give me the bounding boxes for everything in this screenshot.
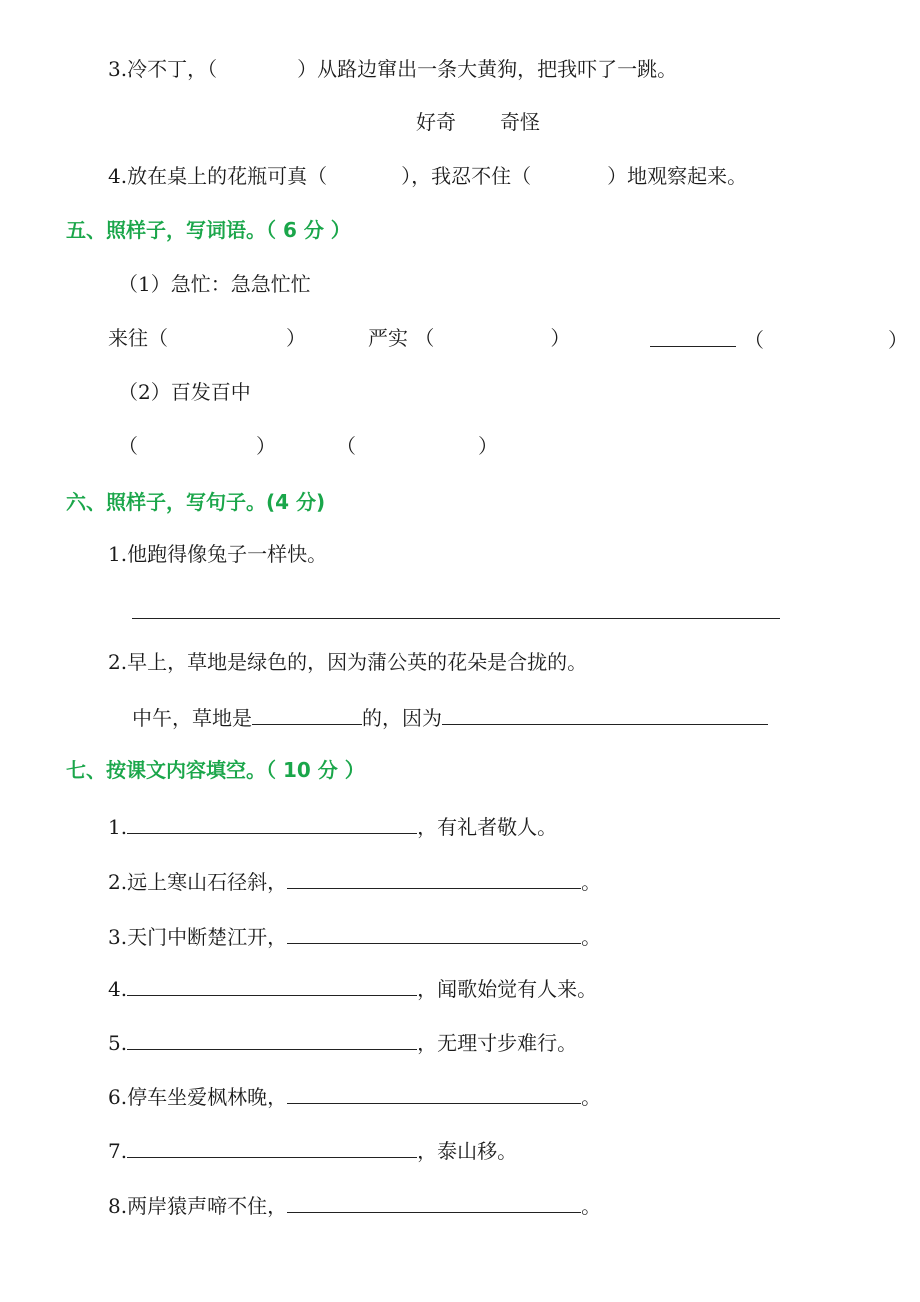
fill-in-line[interactable] — [287, 1190, 581, 1213]
question-text: ），我忍不住（ — [401, 164, 532, 188]
word-prompt: 严实 （ — [368, 326, 435, 350]
question-text: 冷不丁，（ — [127, 57, 218, 81]
question-text: ）从路边窜出一条大黄狗，把我吓了一跳。 — [297, 57, 678, 81]
paren: （ — [744, 328, 764, 352]
paren: ） — [478, 434, 498, 458]
recite-item-7 — [108, 1135, 517, 1165]
recite-item-3 — [108, 921, 601, 951]
sentence-2-prompt: 2.早上，草地是绿色的，因为蒲公英的花朵是合拢的。 — [108, 650, 588, 674]
question-4-4 — [108, 162, 747, 190]
poem-line: 两岸猿声啼不住， — [127, 1194, 288, 1218]
word-prompt: 来往（ — [108, 326, 168, 350]
sentence-2-answer — [132, 702, 768, 732]
poem-line: ，闻歌始觉有人来。 — [417, 977, 598, 1001]
recite-item-6 — [108, 1081, 601, 1111]
paren: ） — [888, 328, 908, 352]
answer-line[interactable] — [132, 618, 780, 619]
paren: （ — [336, 434, 356, 458]
paren: ） — [550, 326, 571, 350]
recite-item-8 — [108, 1190, 601, 1220]
example-1: （1）急忙：急急忙忙 — [118, 272, 311, 296]
paren: ） — [256, 434, 276, 458]
question-number: 3. — [108, 57, 128, 81]
question-number: 2. — [108, 870, 128, 894]
fill-in-line[interactable] — [127, 1027, 417, 1050]
fill-in-line[interactable] — [287, 921, 581, 944]
poem-line: ，有礼者敬人。 — [417, 815, 558, 839]
word-row-1-item-2 — [368, 324, 570, 352]
question-number: 1. — [108, 815, 128, 839]
question-number: 5. — [108, 1031, 128, 1055]
fill-in-line[interactable] — [127, 973, 417, 996]
word-row-2-item-2 — [336, 432, 498, 460]
recite-item-1 — [108, 811, 557, 841]
sentence-1-prompt: 1.他跑得像兔子一样快。 — [108, 542, 328, 566]
punctuation: 。 — [581, 870, 602, 894]
sentence-fragment: 中午，草地是 — [132, 706, 252, 730]
paren: ） — [286, 326, 306, 350]
word-bank-item: 好奇 — [416, 110, 456, 134]
question-number: 7. — [108, 1139, 128, 1163]
fill-in-line[interactable] — [287, 1081, 581, 1104]
word-bank — [416, 108, 540, 136]
section-6-heading: 六、照样子，写句子。(4 分) — [66, 490, 326, 514]
fill-in-line[interactable] — [650, 324, 736, 347]
paren: （ — [118, 434, 138, 458]
fill-in-line[interactable] — [442, 702, 768, 725]
poem-line: 远上寒山石径斜， — [127, 870, 288, 894]
section-5-heading: 五、照样子，写词语。（ 6 分 ） — [66, 218, 351, 242]
recite-item-2 — [108, 866, 601, 896]
section-7-heading: 七、按课文内容填空。（ 10 分 ） — [66, 758, 365, 782]
recite-item-5 — [108, 1027, 577, 1057]
word-row-1-item-1 — [108, 324, 306, 352]
question-number: 4. — [108, 977, 128, 1001]
word-row-2-item-1 — [118, 432, 276, 460]
question-4-3 — [108, 55, 677, 83]
punctuation: 。 — [581, 1085, 602, 1109]
question-number: 4. — [108, 164, 128, 188]
example-2: （2）百发百中 — [118, 380, 251, 404]
poem-line: ，泰山移。 — [417, 1139, 518, 1163]
question-number: 6. — [108, 1085, 128, 1109]
poem-line: 天门中断楚江开， — [127, 925, 288, 949]
question-number: 8. — [108, 1194, 128, 1218]
fill-in-line[interactable] — [127, 1135, 417, 1158]
question-text: 放在桌上的花瓶可真（ — [127, 164, 328, 188]
fill-in-line[interactable] — [287, 866, 581, 889]
poem-line: 停车坐爱枫林晚， — [127, 1085, 288, 1109]
question-number: 3. — [108, 925, 128, 949]
fill-in-line[interactable] — [252, 702, 362, 725]
word-row-1-item-3 — [650, 324, 908, 354]
fill-in-line[interactable] — [127, 811, 417, 834]
punctuation: 。 — [581, 1194, 602, 1218]
punctuation: 。 — [581, 925, 602, 949]
recite-item-4 — [108, 973, 597, 1003]
sentence-fragment: 的，因为 — [362, 706, 442, 730]
question-text: ）地观察起来。 — [607, 164, 748, 188]
word-bank-item: 奇怪 — [500, 110, 540, 134]
poem-line: ，无理寸步难行。 — [417, 1031, 578, 1055]
